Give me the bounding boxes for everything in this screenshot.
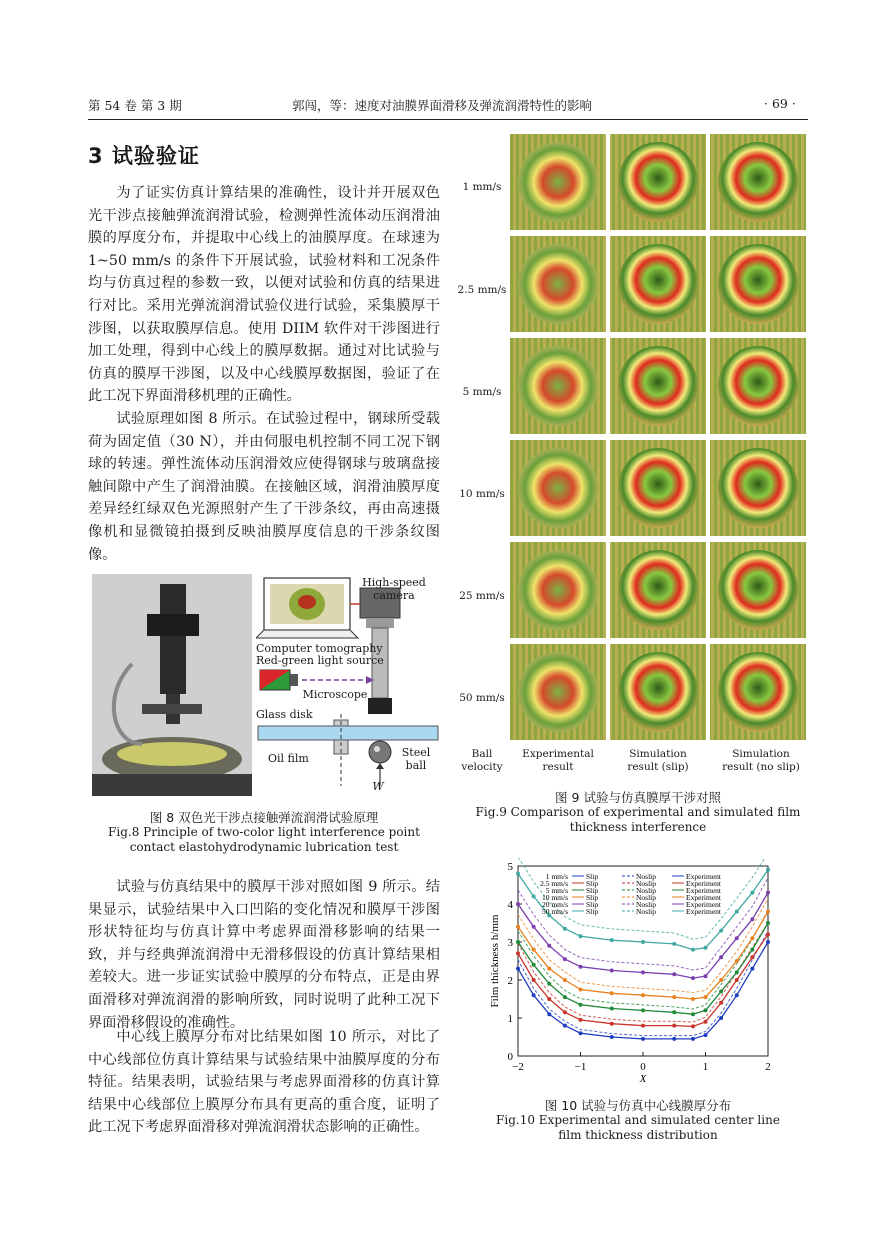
data-point [750,955,754,959]
data-point [672,1010,676,1014]
data-point [672,995,676,999]
data-point [579,1031,583,1035]
col-header-2a: Simulation [629,748,687,760]
label-load-w: W [372,780,384,793]
fig9-row-label-3: 5 mm/s [462,386,502,398]
data-point [750,936,754,940]
y-tick-label: 3 [507,937,513,949]
label-light-source: Red-green light source [256,654,384,667]
data-point [735,959,739,963]
data-point [735,936,739,940]
y-tick-label: 2 [507,975,513,987]
fig8-caption-en-1: Fig.8 Principle of two-color light interference point [108,825,420,839]
data-point [750,948,754,952]
x-tick-label: −1 [574,1061,587,1073]
data-point [704,946,708,950]
data-point [672,1037,676,1041]
legend-speed: 1 mm/s [545,872,568,881]
data-point [516,902,520,906]
data-point [704,1008,708,1012]
data-point [579,1018,583,1022]
col-header-experimental [510,748,606,774]
data-point [610,1022,614,1026]
legend-speed: 5 mm/s [545,886,568,895]
fig8-caption [88,810,440,855]
data-point [691,997,695,1001]
interference-images [510,134,816,746]
data-point [547,1012,551,1016]
data-point [704,1020,708,1024]
label-microscope: Microscope [302,688,368,701]
data-point [704,1033,708,1037]
data-point [766,868,770,872]
x-axis-label: X [639,1073,647,1085]
col-header-slip [610,748,706,774]
x-tick-label: 2 [765,1061,771,1073]
running-header-left: 第 54 卷 第 3 期 [88,98,182,113]
label-glass-disk: Glass disk [256,708,313,721]
legend-label: Noslip [636,907,657,916]
col-header-1b: result [542,761,574,773]
fig9-caption-en-1: Fig.9 Comparison of experimental and simulated film [475,805,801,819]
row-4 [510,440,806,536]
test-rig-photo [92,574,252,796]
legend-label: Noslip [636,900,657,909]
data-point [579,965,583,969]
legend-speed: 10 mm/s [541,893,568,902]
legend-speed: 2.5 mm/s [540,879,568,888]
paragraph-3: 试验与仿真结果中的膜厚干涉对照如图 9 所示。结果显示，试验结果中入口凹陷的变化情况和膜厚干涉图形状特征均与仿真计算中考虑界面滑移影响的结果一致，并与经典弹流润滑中无滑移假设的仿真计算结果相差较大。进一步证实试验中膜厚的分布特点，正是由界面滑移对弹流润滑的影响所致，同时说明了此种工况下界面滑移假设的准确性。 [88,879,440,1031]
label-ct: Computer tomography [256,642,383,655]
fig9-caption-zh: 图 9 试验与仿真膜厚干涉对照 [555,790,721,805]
label-steel-ball: Steel ball [401,746,431,772]
x-tick-label: −2 [512,1061,524,1073]
data-point [563,1010,567,1014]
data-point [610,969,614,973]
fig9-caption [468,790,808,835]
legend-label: Experiment [686,893,721,902]
fig8-caption-en-2: contact elastohydrodynamic lubrication test [129,840,399,854]
paragraph-1: 为了证实仿真计算结果的准确性，设计并开展双色光干涉点接触弹流润滑试验，检测弹性流体动压润滑油膜的厚度分布，并提取中心线上的油膜厚度。在球速为 1~50 mm/s 的条件下开展试验，试验材料和工况条件均与仿真过程的参数一致，以便对试验和仿真的结果进行对比。采用光弹流润滑试验仪进行试验，采集膜厚干涉图，以获取膜厚信息。使用 DIIM 软件对干涉图进行加工处理，得到中心线上的膜厚数据。通过对比试验与仿真的膜厚干涉图，以及中心线膜厚数据图，验证了在此工况下界面滑移机理的正确性。 [88,185,440,405]
test-rig-illustration [92,574,252,796]
data-point [532,948,536,952]
data-point [547,982,551,986]
data-point [641,993,645,997]
fig8-caption-zh: 图 8 双色光干涉点接触弹流润滑试验原理 [149,810,379,825]
legend-label: Experiment [686,879,721,888]
y-axis-label: Film thickness h/mm [489,914,501,1008]
legend-label: Slip [586,900,599,909]
row-3 [510,338,806,434]
data-point [735,970,739,974]
row-1 [510,134,806,230]
x-tick-label: 0 [640,1061,646,1073]
data-point [719,989,723,993]
legend-label: Slip [586,893,599,902]
data-point [610,938,614,942]
fig9-row-label-2: 2.5 mm/s [457,284,507,296]
data-point [579,988,583,992]
fig10-chart [486,858,786,1088]
col-header-0a: Ball [471,748,493,760]
legend-label: Slip [586,879,599,888]
row-5 [510,542,806,638]
data-point [691,948,695,952]
data-point [610,1007,614,1011]
running-header-title: 郭闯，等：速度对油膜界面滑移及弹流润滑特性的影响 [292,98,593,113]
legend-speed: 50 mm/s [541,907,568,916]
data-point [563,978,567,982]
data-point [672,942,676,946]
data-point [750,917,754,921]
data-point [735,978,739,982]
y-tick-label: 0 [507,1051,513,1063]
y-tick-label: 1 [507,1013,513,1025]
data-point [579,934,583,938]
legend-label: Experiment [686,907,721,916]
fig10-caption-en-2: film thickness distribution [558,1128,718,1142]
data-point [719,1016,723,1020]
legend-label: Slip [586,907,599,916]
data-point [766,932,770,936]
data-point [719,929,723,933]
fig10-caption-en-1: Fig.10 Experimental and simulated center line [496,1113,780,1127]
legend-label: Noslip [636,893,657,902]
page-number: · 69 · [764,96,796,111]
fig9-row-label-6: 50 mm/s [459,692,505,704]
data-point [750,891,754,895]
data-point [547,997,551,1001]
data-point [719,1001,723,1005]
data-point [516,872,520,876]
fig8-schematic [256,574,440,796]
col-header-0b: velocity [461,761,503,773]
paragraph-4: 中心线上膜厚分布对比结果如图 10 所示，对比了中心线部位仿真计算结果与试验结果中油膜厚度的分布特征。结果表明，试验结果与考虑界面滑移的仿真计算结果中心线部位上膜厚分布具有更高的重合度，证明了此工况下考虑界面滑移对弹流润滑状态影响的正确性。 [88,1029,440,1136]
series-line-slip [518,912,768,999]
data-point [532,925,536,929]
row-6 [510,644,806,740]
legend-label: Experiment [686,872,721,881]
col-header-ball-velocity [456,748,508,774]
row-2 [510,236,806,332]
data-point [719,978,723,982]
header-rule [88,119,808,120]
data-point [704,974,708,978]
data-point [691,1037,695,1041]
legend-label: Noslip [636,872,657,881]
data-point [516,951,520,955]
data-point [532,978,536,982]
data-point [691,1012,695,1016]
data-point [766,921,770,925]
data-point [532,894,536,898]
legend-label: Slip [586,872,599,881]
y-tick-label: 5 [507,861,513,873]
data-point [563,957,567,961]
data-point [547,944,551,948]
x-tick-label: 1 [702,1061,709,1073]
data-point [641,1008,645,1012]
data-point [641,1024,645,1028]
fig9-row-label-5: 25 mm/s [459,590,505,602]
col-header-noslip [710,748,812,774]
section-title: 3 试验验证 [88,144,200,168]
data-point [532,963,536,967]
data-point [766,940,770,944]
data-point [610,1035,614,1039]
legend-speed: 20 mm/s [541,900,568,909]
paragraph-2: 试验原理如图 8 所示。在试验过程中，钢球所受载荷为固定值（30 N），并由伺服电机控制不同工况下钢球的转速。弹性流体动压润滑效应使得钢球与玻璃盘接触间隙中产生了润滑油膜。在接触区域，润滑油膜厚度差异经红绿双色光源照射产生了干涉条纹，再由高速摄像机和显微镜拍摄到反映油膜厚度信息的干涉条纹图像。 [88,411,440,563]
data-point [641,1037,645,1041]
data-point [563,995,567,999]
legend-label: Experiment [686,900,721,909]
data-point [672,972,676,976]
col-header-1a: Experimental [522,748,594,760]
data-point [691,976,695,980]
data-point [735,910,739,914]
data-point [563,1024,567,1028]
fig9-grid [456,134,816,774]
data-point [691,1024,695,1028]
data-point [641,970,645,974]
label-camera: High-speed camera [362,576,426,602]
data-point [704,995,708,999]
legend-label: Experiment [686,886,721,895]
legend-label: Slip [586,886,599,895]
data-point [672,1024,676,1028]
data-point [610,991,614,995]
data-point [750,967,754,971]
col-header-3b: result (no slip) [722,761,800,773]
fig10-caption-zh: 图 10 试验与仿真中心线膜厚分布 [544,1098,732,1113]
fig9-row-label-1: 1 mm/s [462,181,502,193]
data-point [641,940,645,944]
data-point [532,993,536,997]
data-point [547,967,551,971]
legend-label: Noslip [636,886,657,895]
data-point [563,927,567,931]
fig10-caption [468,1098,808,1143]
data-point [719,955,723,959]
data-point [766,891,770,895]
legend-label: Noslip [636,879,657,888]
data-point [579,1003,583,1007]
data-point [735,993,739,997]
data-point [516,940,520,944]
fig9-row-label-4: 10 mm/s [459,488,505,500]
data-point [766,910,770,914]
label-oil-film: Oil film [268,752,309,765]
y-tick-label: 4 [507,899,513,911]
col-header-2b: result (slip) [627,761,689,773]
col-header-3a: Simulation [732,748,790,760]
fig9-caption-en-2: thickness interference [569,820,707,834]
data-point [516,967,520,971]
data-point [516,925,520,929]
